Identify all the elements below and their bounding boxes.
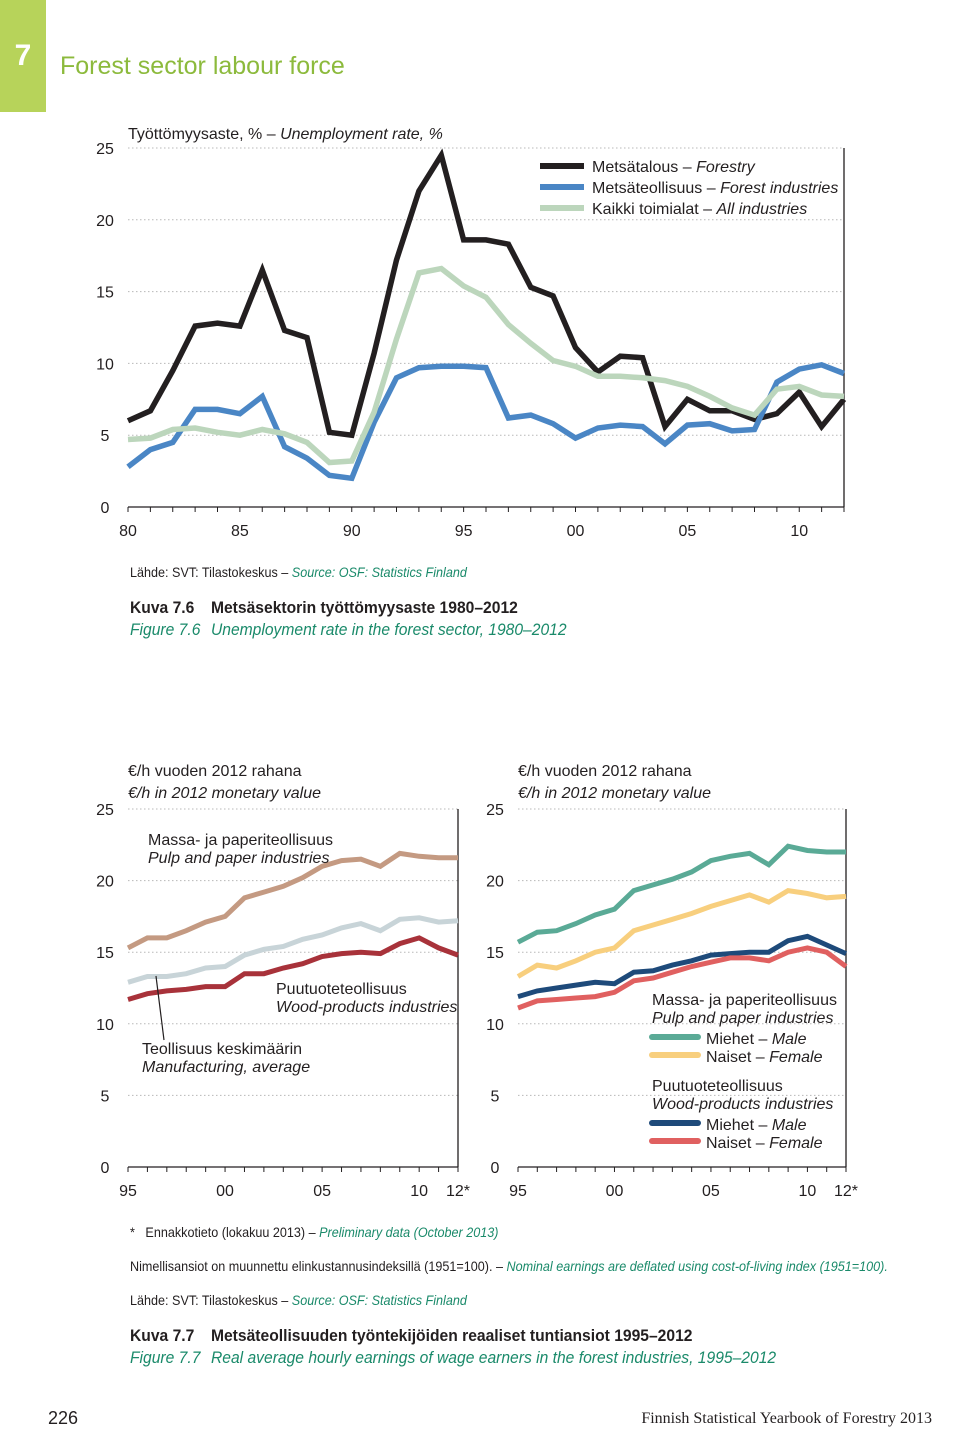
chart1-ylabel-fi: Työttömyysaste, % [128, 126, 263, 143]
chart2-unit-fi: €/h vuoden 2012 rahana [128, 763, 302, 780]
chart3-xtick-label: 00 [605, 1183, 624, 1200]
fig1-caption-en: Figure 7.6 Unemployment rate in the forest sector, 1980–2012 [130, 620, 567, 639]
legend-pulp-male: Miehet – Male [706, 1031, 807, 1048]
chart2-ytick-label: 20 [96, 873, 114, 891]
chart1-ytick-label: 20 [96, 212, 114, 230]
chart2-ytick-label: 15 [96, 945, 114, 963]
chart2-unit-en: €/h in 2012 monetary value [128, 785, 322, 802]
chart2-mfg-pointer [156, 976, 164, 1040]
legend-wood-female: Naiset – Female [706, 1135, 823, 1152]
chart2-ytick-label: 0 [100, 1160, 110, 1177]
fig2-deflated-note: Nimellisansiot on muunnettu elinkustannusindeksillä (1951=100). – Nominal earnings are deflated using cost-of-living index (1951=100). [130, 1258, 888, 1274]
chart3-ytick-label: 0 [490, 1160, 500, 1177]
chart1-ylabel-en: Unemployment rate, % [280, 126, 443, 143]
chart1-legend [540, 159, 838, 218]
chart2-ytick-label: 25 [96, 802, 114, 819]
chart2-xtick-label: 95 [119, 1183, 137, 1200]
chart2-ytick-label: 5 [100, 1088, 110, 1106]
chart1-xtick-label: 80 [119, 523, 137, 540]
fig2-caption-fi: Kuva 7.7 Metsäteollisuuden työntekijöiden reaaliset tuntiansiot 1995–2012 [130, 1326, 693, 1345]
fig1-source: Lähde: SVT: Tilastokeskus – Source: OSF: Statistics Finland [130, 564, 467, 580]
chart1-ytick-label: 10 [96, 356, 114, 374]
legend-label-0: Metsätalous – Forestry [592, 159, 755, 176]
chart2-xtick-label: 05 [313, 1183, 332, 1200]
publication-title: Finnish Statistical Yearbook of Forestry 2013 [641, 1410, 932, 1427]
earnings-chart-right [480, 750, 960, 1210]
chart2-label-mfg-en: Manufacturing, average [142, 1059, 311, 1076]
chart3-unit-en: €/h in 2012 monetary value [518, 785, 712, 802]
chart3-ytick-label: 10 [486, 1016, 504, 1034]
chart2-series-line-0 [128, 853, 458, 948]
chapter-title: Forest sector labour force [60, 52, 345, 80]
chart3-xtick-label: 10 [798, 1183, 817, 1200]
chart3-ytick-label: 15 [486, 945, 504, 963]
legend-pulp-en: Pulp and paper industries [652, 1010, 834, 1027]
chart1-ytick-label: 15 [96, 284, 114, 302]
chart1-series-line-1 [128, 365, 844, 479]
chart2-ytick-label: 10 [96, 1016, 114, 1034]
chart2-series [128, 853, 458, 999]
chart2-xtick-label: 10 [410, 1183, 429, 1200]
svg-text:Työttömyysaste, % – Unemployme: Työttömyysaste, % – Unemployment rate, % [128, 126, 443, 143]
chart1-xtick-label: 00 [566, 523, 585, 540]
chart1-ytick-label: 0 [100, 500, 110, 517]
legend-label-2: Kaikki toimialat – All industries [592, 201, 808, 218]
legend-wood-male: Miehet – Male [706, 1117, 807, 1134]
legend-pulp-fi: Massa- ja paperiteollisuus [652, 992, 837, 1009]
chart1-xtick-label: 90 [342, 523, 361, 540]
chart3-ytick-label: 5 [490, 1088, 500, 1106]
chart1-ytick-label: 25 [96, 141, 114, 158]
chart3-legend [652, 992, 837, 1152]
chart1-ytick-label: 5 [100, 428, 110, 446]
fig2-source: Lähde: SVT: Tilastokeskus – Source: OSF: Statistics Finland [130, 1292, 467, 1308]
chart1-xtick-label: 85 [230, 523, 249, 540]
page-number: 226 [48, 1408, 79, 1428]
earnings-chart-left [0, 750, 480, 1210]
unemployment-chart [0, 120, 960, 680]
chart2-label-mfg-fi: Teollisuus keskimäärin [142, 1041, 303, 1058]
chart1-xtick-label: 95 [454, 523, 473, 540]
chart3-ytick-label: 20 [486, 873, 504, 891]
legend-label-1: Metsäteollisuus – Forest industries [592, 180, 839, 197]
chart3-unit-fi: €/h vuoden 2012 rahana [518, 763, 692, 780]
chart2-label-wood-fi: Puutuoteteollisuus [276, 981, 407, 998]
fig2-caption-en: Figure 7.7 Real average hourly earnings of wage earners in the forest industries, 1995–2012 [130, 1348, 777, 1367]
chart2-xtick-label: 00 [216, 1183, 234, 1200]
chart2-label-pulp-fi: Massa- ja paperiteollisuus [148, 832, 333, 849]
chart3-xtick-label: 12* [833, 1183, 859, 1200]
fig1-caption-fi: Kuva 7.6 Metsäsektorin työttömyysaste 1980–2012 [130, 598, 518, 617]
chart2-label-wood-en: Wood-products industries [276, 999, 458, 1016]
chart3-xtick-label: 95 [509, 1183, 527, 1200]
chapter-number: 7 [0, 0, 46, 112]
chart1-xtick-label: 10 [790, 523, 809, 540]
fig2-preliminary-note: * Ennakkotieto (lokakuu 2013) – Preliminary data (October 2013) [130, 1224, 499, 1240]
legend-pulp-female: Naiset – Female [706, 1049, 823, 1066]
chart2-series-line-1 [128, 918, 458, 983]
chart3-ytick-label: 25 [486, 802, 504, 819]
legend-wood-en: Wood-products industries [652, 1096, 834, 1113]
chart3-series [518, 846, 846, 1008]
chart1-xtick-label: 05 [678, 523, 697, 540]
chart2-xtick-label: 12* [445, 1183, 471, 1200]
legend-wood-fi: Puutuoteteollisuus [652, 1078, 783, 1095]
chart3-xtick-label: 05 [702, 1183, 720, 1200]
chart2-label-pulp-en: Pulp and paper industries [148, 850, 330, 867]
